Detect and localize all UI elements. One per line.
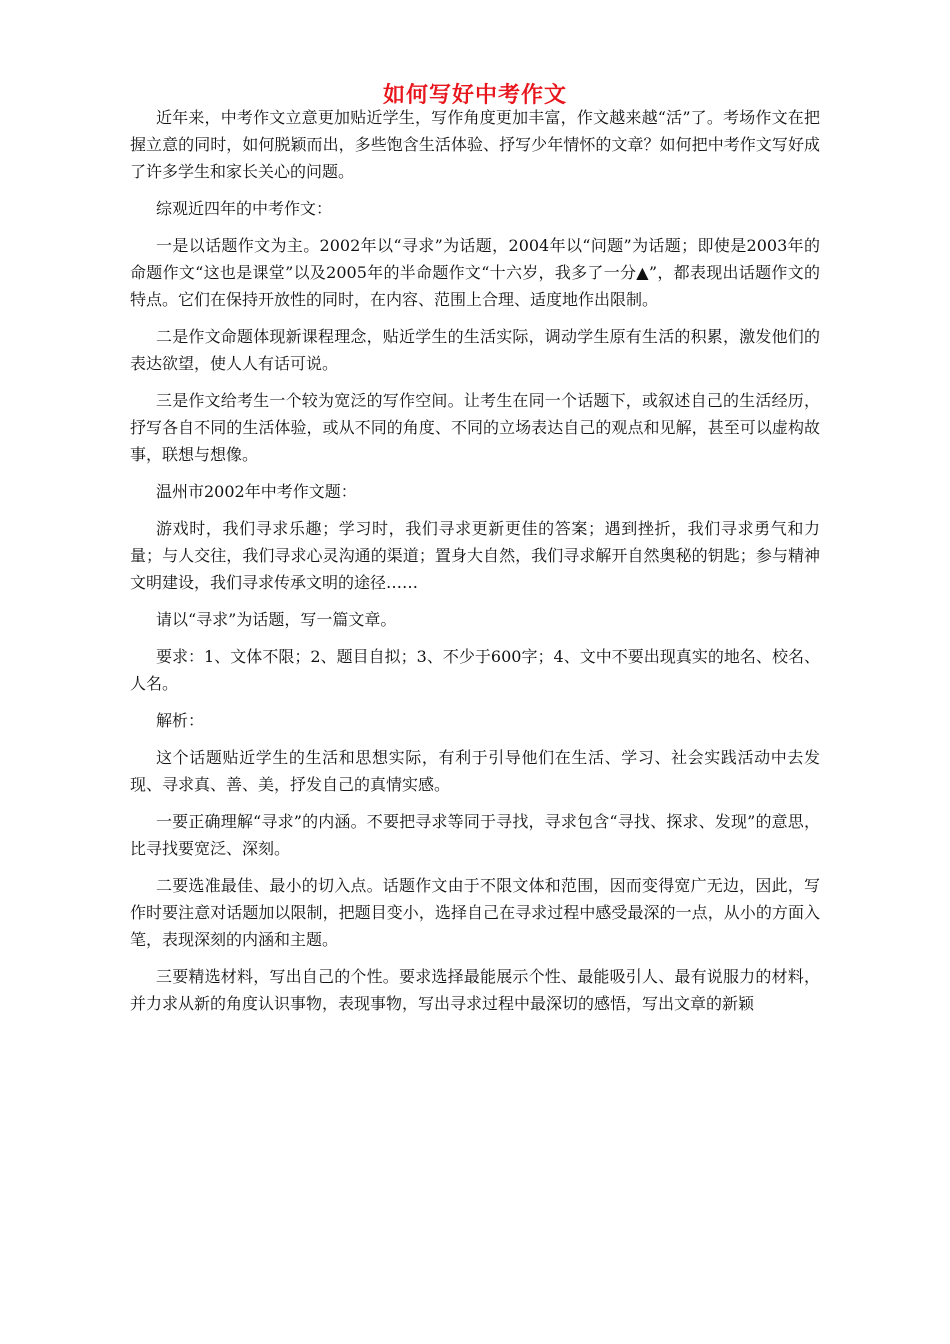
paragraph: 请以“寻求”为话题，写一篇文章。 — [156, 610, 397, 629]
paragraph: 三是作文给考生一个较为宽泛的写作空间。让考生在同一个话题下，或叙述自己的生活经历，抒写各自不同的生活体验，或从不同的角度、不同的立场表达自己的观点和见解，甚至可以虚构故事，联想与想像。 — [130, 391, 820, 464]
paragraph: 这个话题贴近学生的生活和思想实际，有利于引导他们在生活、学习、社会实践活动中去发现、寻求真、善、美，抒发自己的真情实感。 — [130, 748, 820, 794]
paragraph: 解析： — [156, 711, 205, 730]
paragraph: 二是作文命题体现新课程理念，贴近学生的生活实际，调动学生原有生活的积累，激发他们的表达欲望，使人人有话可说。 — [130, 327, 820, 373]
paragraph: 近年来，中考作文立意更加贴近学生，写作角度更加丰富，作文越来越“活”了。考场作文在把握立意的同时，如何脱颖而出，多些饱含生活体验、抒写少年情怀的文章？如何把中考作文写好成了许多学生和家长关心的问题。 — [130, 108, 820, 181]
paragraph: 一是以话题作文为主。2002年以“寻求”为话题，2004年以“问题”为话题；即使是2003年的命题作文“这也是课堂”以及2005年的半命题作文“十六岁，我多了一分▲”，都表现出话题作文的特点。它们在保持开放性的同时，在内容、范围上合理、适度地作出限制。 — [130, 236, 820, 309]
paragraph: 要求：1、文体不限；2、题目自拟；3、不少于600字；4、文中不要出现真实的地名、校名、人名。 — [130, 647, 820, 693]
document-body — [130, 104, 820, 1027]
paragraph: 温州市2002年中考作文题： — [156, 482, 357, 501]
paragraph: 游戏时，我们寻求乐趣；学习时，我们寻求更新更佳的答案；遇到挫折，我们寻求勇气和力量；与人交往，我们寻求心灵沟通的渠道；置身大自然，我们寻求解开自然奥秘的钥匙；参与精神文明建设，我们寻求传承文明的途径…… — [130, 519, 820, 592]
document-title: 如何写好中考作文 — [382, 82, 567, 108]
paragraph: 二要选准最佳、最小的切入点。话题作文由于不限文体和范围，因而变得宽广无边，因此，写作时要注意对话题加以限制，把题目变小，选择自己在寻求过程中感受最深的一点，从小的方面入笔，表现深刻的内涵和主题。 — [130, 876, 820, 949]
paragraph: 一要正确理解“寻求”的内涵。不要把寻求等同于寻找，寻求包含“寻找、探求、发现”的意思，比寻找要宽泛、深刻。 — [130, 812, 820, 858]
paragraph: 三要精选材料，写出自己的个性。要求选择最能展示个性、最能吸引人、最有说服力的材料，并力求从新的角度认识事物，表现事物，写出寻求过程中最深切的感悟，写出文章的新颖 — [130, 967, 820, 1013]
paragraph: 综观近四年的中考作文： — [156, 199, 333, 218]
